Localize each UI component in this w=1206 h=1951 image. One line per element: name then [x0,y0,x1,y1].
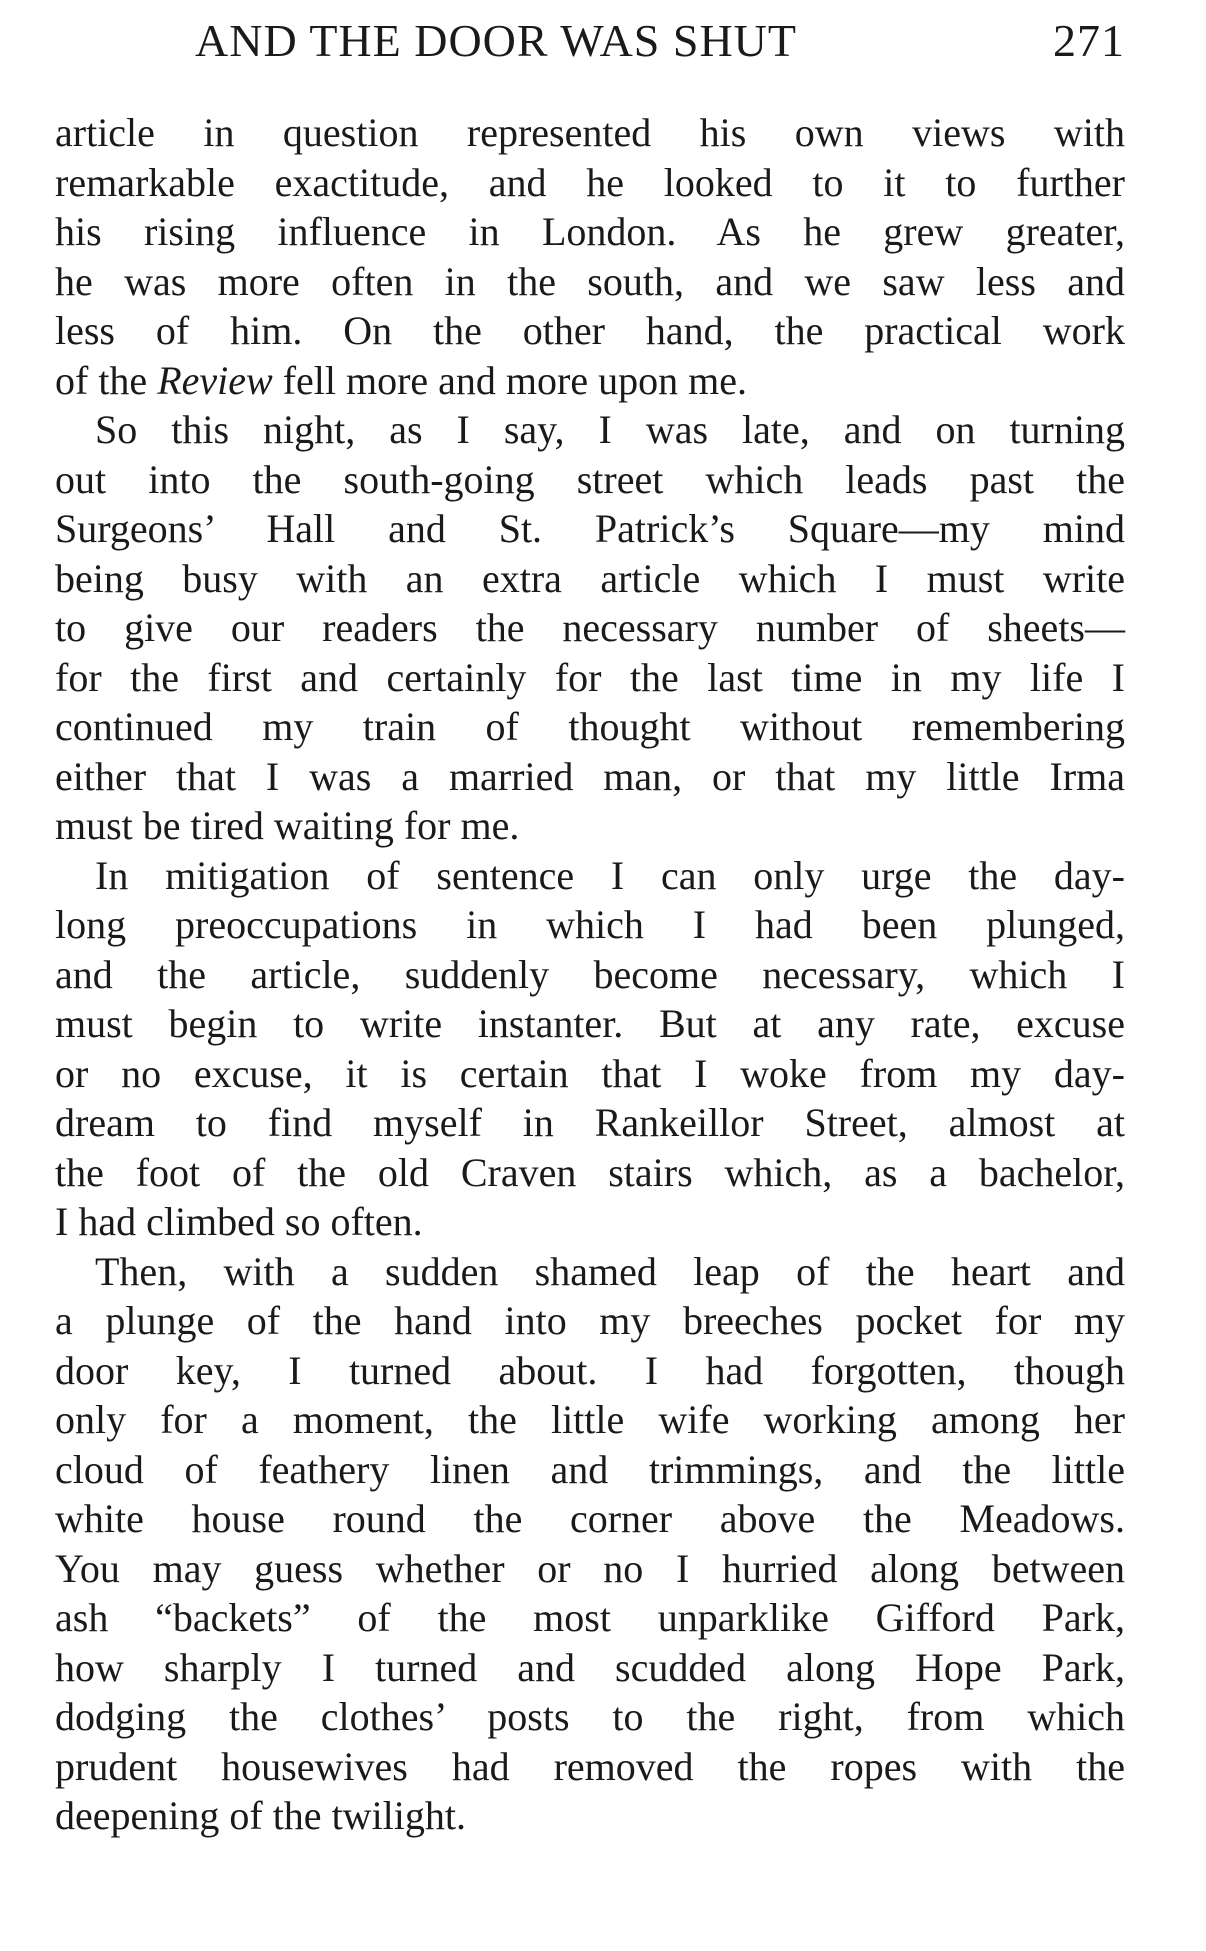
text-line: Then, with a sudden shamed leap of the heart and [95,1248,1125,1294]
text-line: his rising influence in London. As he grew greater, [55,209,1125,254]
text-line: must begin to write instanter. But at any rate, excuse [55,1001,1125,1046]
text-fragment: fell more and more upon me. [272,357,747,403]
text-line: deepening of the twilight. [55,1793,467,1838]
paragraph [55,108,1125,405]
text-line: and the article, suddenly become necessary, which I [55,951,1125,997]
text-line: In mitigation of sentence I can only urge the day- [95,852,1125,898]
text-line: must be tired waiting for me. [55,803,520,848]
running-title: AND THE DOOR WAS SHUT [195,15,797,66]
page-number: 271 [1053,15,1125,66]
text-line: a plunge of the hand into my breeches pocket for my [55,1298,1125,1343]
text-line: Surgeons’ Hall and St. Patrick’s Square—my mind [55,506,1125,551]
text-line: continued my train of thought without remembering [55,704,1125,749]
text-line: or no excuse, it is certain that I woke from my day- [55,1050,1125,1096]
text-line: for the first and certainly for the last time in my life I [55,654,1125,700]
text-line [55,356,1125,406]
text-line: remarkable exactitude, and he looked to it to further [55,159,1125,205]
text-line: either that I was a married man, or that my little Irma [55,753,1125,799]
text-line: he was more often in the south, and we saw less and [55,258,1125,304]
book-page [55,0,1125,1841]
text-line: cloud of feathery linen and trimmings, and the little [55,1446,1125,1492]
text-line: prudent housewives had removed the ropes with the [55,1743,1125,1789]
paragraph [55,851,1125,1247]
body-text [55,108,1125,1841]
text-line: You may guess whether or no I hurried along between [55,1545,1125,1591]
text-line: long preoccupations in which I had been plunged, [55,902,1125,947]
text-line: being busy with an extra article which I must write [55,555,1125,601]
text-line: dodging the clothes’ posts to the right, from which [55,1694,1125,1739]
text-line: less of him. On the other hand, the practical work [55,308,1125,353]
text-line: only for a moment, the little wife working among her [55,1397,1125,1442]
paragraph [55,1247,1125,1841]
italic-title: Review [157,357,273,403]
text-line: how sharply I turned and scudded along Hope Park, [55,1644,1125,1690]
text-line: door key, I turned about. I had forgotten, though [55,1347,1125,1393]
text-fragment: of the [55,357,158,403]
text-line: white house round the corner above the Meadows. [55,1496,1125,1541]
text-line: to give our readers the necessary number of sheets— [55,605,1125,650]
running-head [55,0,1125,80]
text-line: article in question represented his own views with [55,110,1125,155]
text-line: So this night, as I say, I was late, and on turning [95,407,1125,452]
text-line: ash “backets” of the most unparklike Gifford Park, [55,1595,1125,1640]
text-line: the foot of the old Craven stairs which, as a bachelor, [55,1149,1125,1195]
text-line: I had climbed so often. [55,1199,423,1244]
paragraph [55,405,1125,851]
text-line: out into the south-going street which leads past the [55,456,1125,502]
text-line: dream to find myself in Rankeillor Street, almost at [55,1100,1125,1145]
